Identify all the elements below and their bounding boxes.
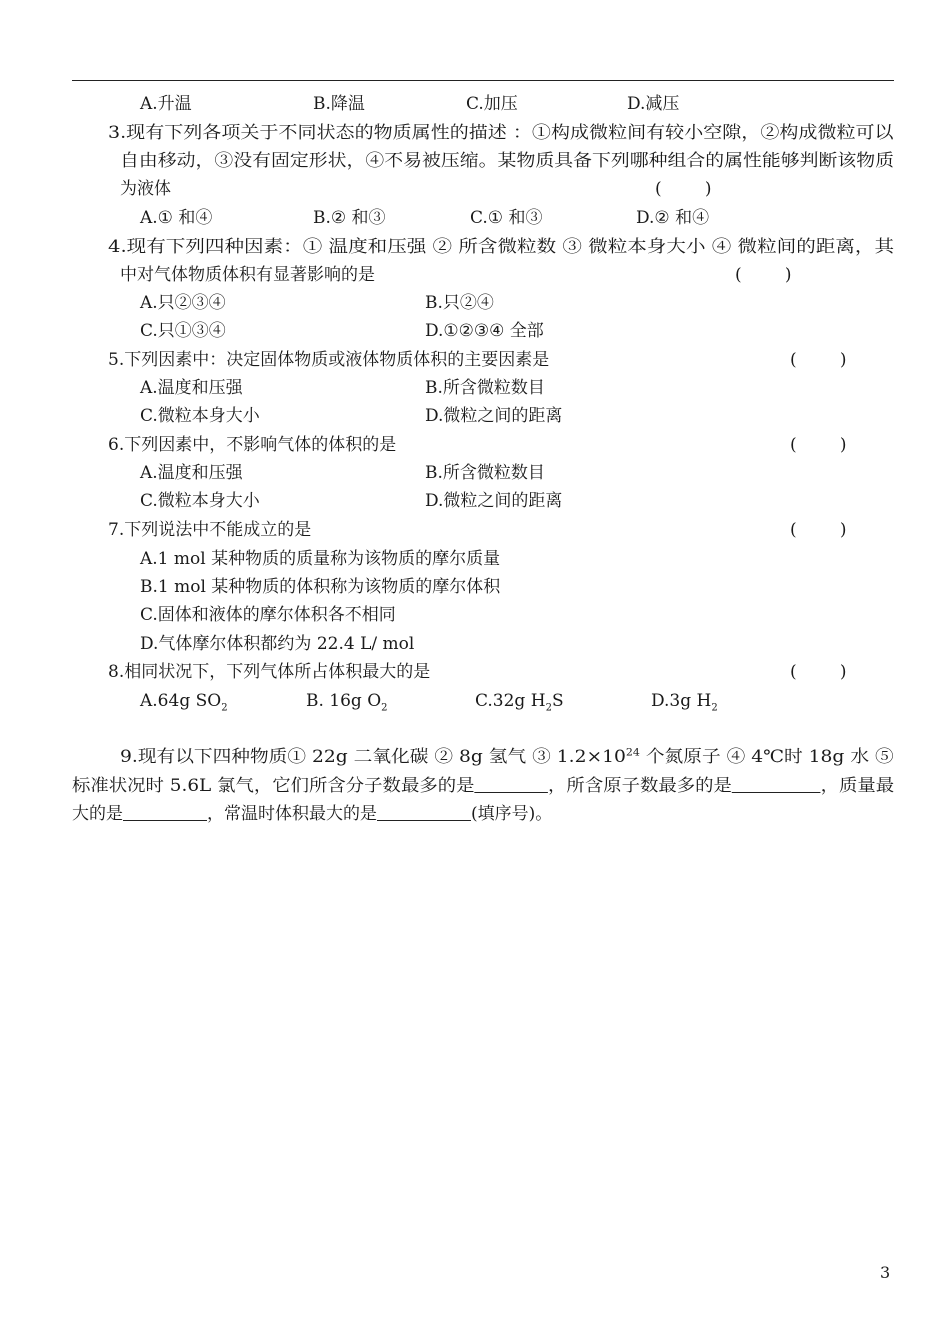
q9-blank-mass[interactable] — [123, 804, 207, 821]
q3-stem-line3: 为液体 — [120, 179, 171, 199]
q5-choice-a: A.温度和压强 — [140, 378, 243, 398]
q2-choice-c: C.加压 — [466, 94, 518, 114]
q7-stem: 7.下列说法中不能成立的是 — [108, 520, 312, 540]
q7-choice-d: D.气体摩尔体积都约为 22.4 L/ mol — [140, 634, 415, 654]
q6-choice-c: C.微粒本身大小 — [140, 491, 260, 511]
q4-answer-bracket: ( ) — [735, 265, 792, 285]
q4-choice-b: B.只②④ — [425, 293, 494, 313]
q2-choice-a: A.升温 — [140, 94, 192, 114]
q4-stem-line2: 中对气体物质体积有显著影响的是 — [120, 265, 375, 285]
q3-stem-line2: 自由移动，③没有固定形状，④不易被压缩。某物质具备下列哪种组合的属性能够判断该物质 — [120, 151, 895, 171]
q8-choice-b: B. 16g $O_2$ — [306, 691, 388, 714]
q6-choice-a: A.温度和压强 — [140, 463, 243, 483]
q4-choice-a: A.只②③④ — [140, 293, 226, 313]
page-number: 3 — [880, 1263, 891, 1282]
q9-blank-volume[interactable] — [377, 804, 471, 821]
q5-answer-bracket: ( ) — [790, 350, 847, 370]
q9-blank-molecules[interactable] — [474, 776, 548, 793]
q8-choice-d: D.3g $H_2$ — [651, 691, 718, 714]
q8-stem: 8.相同状况下，下列气体所占体积最大的是 — [108, 662, 431, 682]
q5-choice-d: D.微粒之间的距离 — [425, 406, 563, 426]
q3-choice-d: D.② 和④ — [636, 208, 710, 228]
q8-choice-c: C.32g $H_2S$ — [475, 691, 564, 714]
q3-choice-a: A.① 和④ — [140, 208, 213, 228]
q5-choice-b: B.所含微粒数目 — [425, 378, 545, 398]
q7-choice-c: C.固体和液体的摩尔体积各不相同 — [140, 605, 396, 625]
q4-choice-d: D.①②③④ 全部 — [425, 321, 544, 341]
header-rule — [72, 80, 894, 81]
q3-choice-b: B.② 和③ — [313, 208, 386, 228]
q9-stem-line2: 标准状况时 5.6L 氯气，它们所含分子数最多的是 ，所含原子数最多的是 ，质量最 — [72, 776, 895, 796]
q3-stem-line1: 3.现有下列各项关于不同状态的物质属性的描述 ：①构成微粒间有较小空隙，②构成微粒可以 — [108, 123, 894, 143]
q3-choice-c: C.① 和③ — [470, 208, 543, 228]
q2-choice-d: D.减压 — [627, 94, 680, 114]
q7-choice-a: A.1 mol 某种物质的质量称为该物质的摩尔质量 — [140, 549, 501, 569]
q4-choice-c: C.只①③④ — [140, 321, 226, 341]
q9-stem-line1: 9.现有以下四种物质① 22g 二氧化碳 ② 8g 氢气 ③ $1.2\times 10^{24}$ 个氮原子 ④ 4℃时 18g 水 ⑤ — [120, 747, 894, 767]
q6-choice-d: D.微粒之间的距离 — [425, 491, 563, 511]
q8-answer-bracket: ( ) — [790, 662, 847, 682]
q9-stem-line3: 大的是 ，常温时体积最大的是 (填序号)。 — [72, 804, 553, 824]
q2-choice-b: B.降温 — [313, 94, 365, 114]
q4-stem-line1: 4.现有下列四种因素：① 温度和压强 ② 所含微粒数 ③ 微粒本身大小 ④ 微粒间的距离，其 — [108, 237, 895, 257]
q5-choice-c: C.微粒本身大小 — [140, 406, 260, 426]
q6-stem: 6.下列因素中，不影响气体的体积的是 — [108, 435, 397, 455]
q7-answer-bracket: ( ) — [790, 520, 847, 540]
q7-choice-b: B.1 mol 某种物质的体积称为该物质的摩尔体积 — [140, 577, 501, 597]
q3-answer-bracket: ( ) — [655, 179, 712, 199]
q9-blank-atoms[interactable] — [732, 776, 821, 793]
q8-choice-a: A.64g $SO_2$ — [140, 691, 228, 714]
q5-stem: 5.下列因素中：决定固体物质或液体物质体积的主要因素是 — [108, 350, 550, 370]
q6-choice-b: B.所含微粒数目 — [425, 463, 545, 483]
q6-answer-bracket: ( ) — [790, 435, 847, 455]
